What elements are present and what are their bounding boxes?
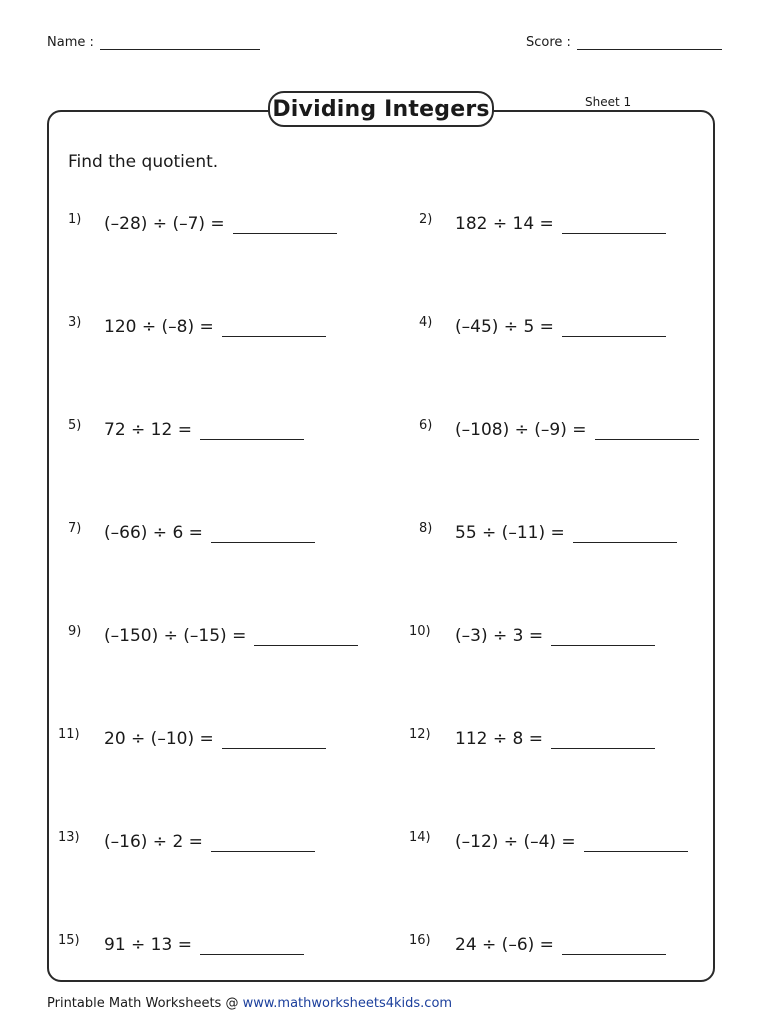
- problem-expression: 24 ÷ (–6) =: [455, 935, 554, 955]
- problem-1: [68, 210, 337, 234]
- answer-blank: [595, 421, 699, 440]
- score-field: [526, 35, 722, 50]
- problem-expression: (–150) ÷ (–15) =: [104, 626, 247, 646]
- problem-expression: 55 ÷ (–11) =: [455, 523, 565, 543]
- problem-3: [68, 313, 326, 337]
- problem-number: 1): [68, 212, 82, 227]
- score-blank: [577, 35, 722, 50]
- problem-11: [58, 725, 326, 749]
- instructions: Find the quotient.: [68, 152, 219, 172]
- answer-blank: [233, 215, 337, 234]
- answer-blank: [200, 421, 304, 440]
- sheet-label: Sheet 1: [585, 95, 632, 109]
- problem-14: [409, 828, 688, 852]
- answer-blank: [211, 833, 315, 852]
- problem-number: 2): [419, 212, 433, 227]
- problem-expression: 20 ÷ (–10) =: [104, 729, 214, 749]
- answer-blank: [211, 524, 315, 543]
- name-blank: [100, 35, 260, 50]
- problem-expression: (–12) ÷ (–4) =: [455, 832, 576, 852]
- problem-number: 10): [409, 624, 431, 639]
- problem-2: [419, 210, 666, 234]
- problem-expression: (–108) ÷ (–9) =: [455, 420, 587, 440]
- problem-expression: (–28) ÷ (–7) =: [104, 214, 225, 234]
- answer-blank: [222, 730, 326, 749]
- answer-blank: [573, 524, 677, 543]
- answer-blank: [254, 627, 358, 646]
- problem-number: 16): [409, 933, 431, 948]
- name-label: Name :: [47, 35, 94, 50]
- problem-number: 8): [419, 521, 433, 536]
- problem-9: [68, 622, 358, 646]
- footer: [47, 996, 452, 1011]
- answer-blank: [551, 627, 655, 646]
- answer-blank: [562, 936, 666, 955]
- problem-expression: 72 ÷ 12 =: [104, 420, 192, 440]
- name-field: [47, 35, 260, 50]
- problem-6: [419, 416, 699, 440]
- problem-4: [419, 313, 666, 337]
- problem-5: [68, 416, 304, 440]
- problem-number: 3): [68, 315, 82, 330]
- answer-blank: [584, 833, 688, 852]
- problem-12: [409, 725, 655, 749]
- problem-8: [419, 519, 677, 543]
- score-label: Score :: [526, 35, 571, 50]
- problem-number: 4): [419, 315, 433, 330]
- answer-blank: [551, 730, 655, 749]
- answer-blank: [222, 318, 326, 337]
- answer-blank: [200, 936, 304, 955]
- problem-expression: (–3) ÷ 3 =: [455, 626, 544, 646]
- problem-expression: (–16) ÷ 2 =: [104, 832, 203, 852]
- problem-expression: (–66) ÷ 6 =: [104, 523, 203, 543]
- problem-expression: 91 ÷ 13 =: [104, 935, 192, 955]
- problem-15: [58, 931, 304, 955]
- problem-expression: 112 ÷ 8 =: [455, 729, 543, 749]
- problem-expression: 120 ÷ (–8) =: [104, 317, 214, 337]
- problem-expression: (–45) ÷ 5 =: [455, 317, 554, 337]
- answer-blank: [562, 215, 666, 234]
- problem-expression: 182 ÷ 14 =: [455, 214, 554, 234]
- problem-10: [409, 622, 655, 646]
- problem-13: [58, 828, 315, 852]
- problem-number: 5): [68, 418, 82, 433]
- problem-7: [68, 519, 315, 543]
- problem-number: 6): [419, 418, 433, 433]
- answer-blank: [562, 318, 666, 337]
- problem-number: 12): [409, 727, 431, 742]
- worksheet-title: Dividing Integers: [268, 91, 494, 127]
- problem-number: 13): [58, 830, 80, 845]
- footer-link[interactable]: www.mathworksheets4kids.com: [242, 996, 453, 1011]
- problem-16: [409, 931, 666, 955]
- problem-number: 15): [58, 933, 80, 948]
- problem-number: 14): [409, 830, 431, 845]
- problem-number: 11): [58, 727, 80, 742]
- footer-prefix: Printable Math Worksheets @: [47, 996, 239, 1011]
- problem-number: 9): [68, 624, 82, 639]
- problem-number: 7): [68, 521, 82, 536]
